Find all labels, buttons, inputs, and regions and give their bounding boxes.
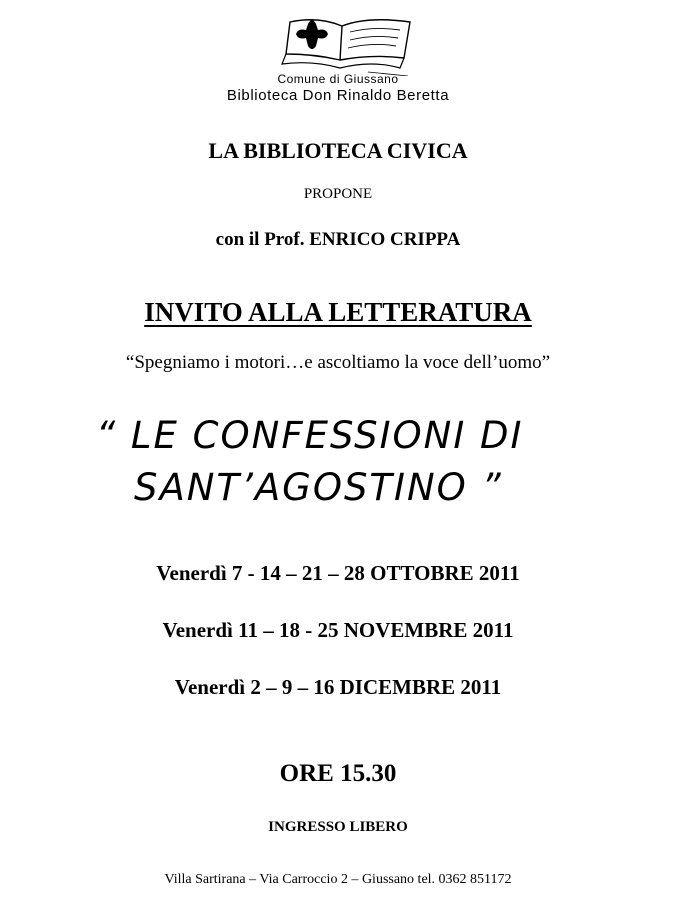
professor-line: con il Prof. ENRICO CRIPPA xyxy=(215,229,461,250)
page-title: LA BIBLIOTECA CIVICA xyxy=(208,138,468,163)
address-footer: Villa Sartirana – Via Carroccio 2 – Giussano tel. 0362 851172 xyxy=(164,872,512,887)
date-line-october: Venerdì 7 - 14 – 21 – 28 OTTOBRE 2011 xyxy=(156,561,520,585)
book-title-line2: SANT’AGOSTINO ” xyxy=(134,466,503,509)
date-line-november: Venerdì 11 – 18 - 25 NOVEMBRE 2011 xyxy=(162,618,514,642)
date-line-december: Venerdì 2 – 9 – 16 DICEMBRE 2011 xyxy=(174,675,502,699)
time-label: ORE 15.30 xyxy=(279,760,397,787)
free-entry-label: INGRESSO LIBERO xyxy=(268,819,408,835)
quote-subtitle: “Spegniamo i motori…e ascoltiamo la voce dell’uomo” xyxy=(125,352,551,373)
invito-heading: INVITO ALLA LETTERATURA xyxy=(144,297,532,327)
book-title-line1: “ LE CONFESSIONI DI xyxy=(96,414,524,457)
propone-text: PROPONE xyxy=(303,186,373,202)
comune-label: Comune di Giussano xyxy=(277,72,399,86)
biblioteca-label: Biblioteca Don Rinaldo Beretta xyxy=(226,87,450,104)
open-book-with-cross-icon xyxy=(268,14,413,76)
